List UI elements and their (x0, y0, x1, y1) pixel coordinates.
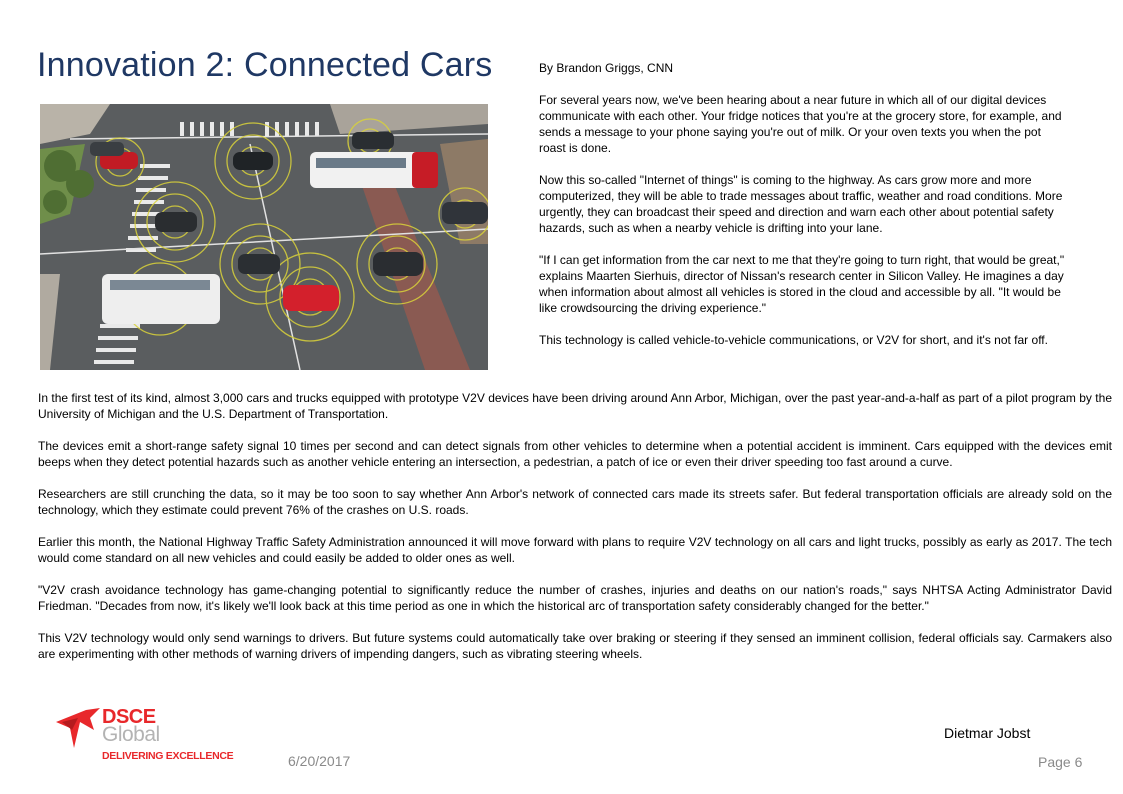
logo-global: Global (102, 723, 160, 746)
intersection-photo (40, 104, 488, 370)
footer-author: Dietmar Jobst (944, 725, 1031, 741)
slide-title: Innovation 2: Connected Cars (37, 46, 493, 84)
logo-dsce: DSCE (102, 706, 156, 728)
intro-paragraph-4: This technology is called vehicle-to-vehicle communications, or V2V for short, and it's not far off. (539, 333, 1048, 347)
footer-date: 6/20/2017 (288, 753, 351, 769)
body-paragraph-5: "V2V crash avoidance technology has game-changing potential to significantly reduce the number of crashes, injuries and deaths on our nation's roads," says NHTSA Acting Administrator David Friedman. "Decades from now, it's likely we'll look back at this time period as one in which the historical arc of transportation safety considerably changed for the better." (38, 583, 1112, 613)
intro-column (539, 60, 1069, 364)
intro-paragraph-3: "If I can get information from the car next to me that they're going to turn right, that would be great," explains Maarten Sierhuis, director of Nissan's research center in Silicon Valley. He imagines a day when information about almost all vehicles is stored in the cloud and accessible by all. "It would be like crowdsourcing the driving experience." (539, 253, 1065, 315)
dsce-logo (56, 704, 236, 764)
body-paragraph-2: The devices emit a short-range safety signal 10 times per second and can detect signals from other vehicles to determine when a potential accident is imminent. Cars equipped with the devices emit beeps when they detect potential hazards such as another vehicle entering an intersection, a pedestrian, a patch of ice or even their driver speeding too fast around a curve. (38, 439, 1112, 469)
body-paragraph-3: Researchers are still crunching the data, so it may be too soon to say whether Ann Arbor's network of connected cars made its streets safer. But federal transportation officials are already sold on the technology, which they estimate could prevent 76% of the crashes on U.S. roads. (38, 487, 1112, 517)
intro-paragraph-2: Now this so-called "Internet of things" is coming to the highway. As cars grow more and more computerized, they will be able to trade messages about traffic, weather and road conditions. More urgently, they can broadcast their speed and direction and warn each other about potential safety hazards, such as when a nearby vehicle is drifting into your lane. (539, 173, 1063, 235)
page-number: Page 6 (1038, 754, 1083, 770)
body-paragraph-6: This V2V technology would only send warnings to drivers. But future systems could automatically take over braking or steering if they sensed an imminent collision, federal officials say. Carmakers also are experimenting with other methods of warning drivers of impending dangers, such as vibrating steering wheels. (38, 631, 1112, 661)
intro-paragraph-1: For several years now, we've been hearing about a near future in which all of our digital devices communicate with each other. Your fridge notices that you're at the grocery store, for example, and sends a message to your phone saying you're out of milk. Or your oven texts you when the pot roast is done. (539, 93, 1062, 155)
logo-tagline: DELIVERING EXCELLENCE (102, 750, 234, 762)
body-paragraph-4: Earlier this month, the National Highway Traffic Safety Administration announced it will move forward with plans to require V2V technology on all cars and light trucks, possibly as early as 2017. The tech would come standard on all new vehicles and could easily be added to older ones as well. (38, 535, 1112, 565)
byline: By Brandon Griggs, CNN (539, 61, 674, 75)
bird-logo-icon (56, 708, 102, 750)
article-body (38, 390, 1112, 678)
body-paragraph-1: In the first test of its kind, almost 3,000 cars and trucks equipped with prototype V2V devices have been driving around Ann Arbor, Michigan, over the past year-and-a-half as part of a pilot program by the University of Michigan and the U.S. Department of Transportation. (38, 391, 1112, 421)
